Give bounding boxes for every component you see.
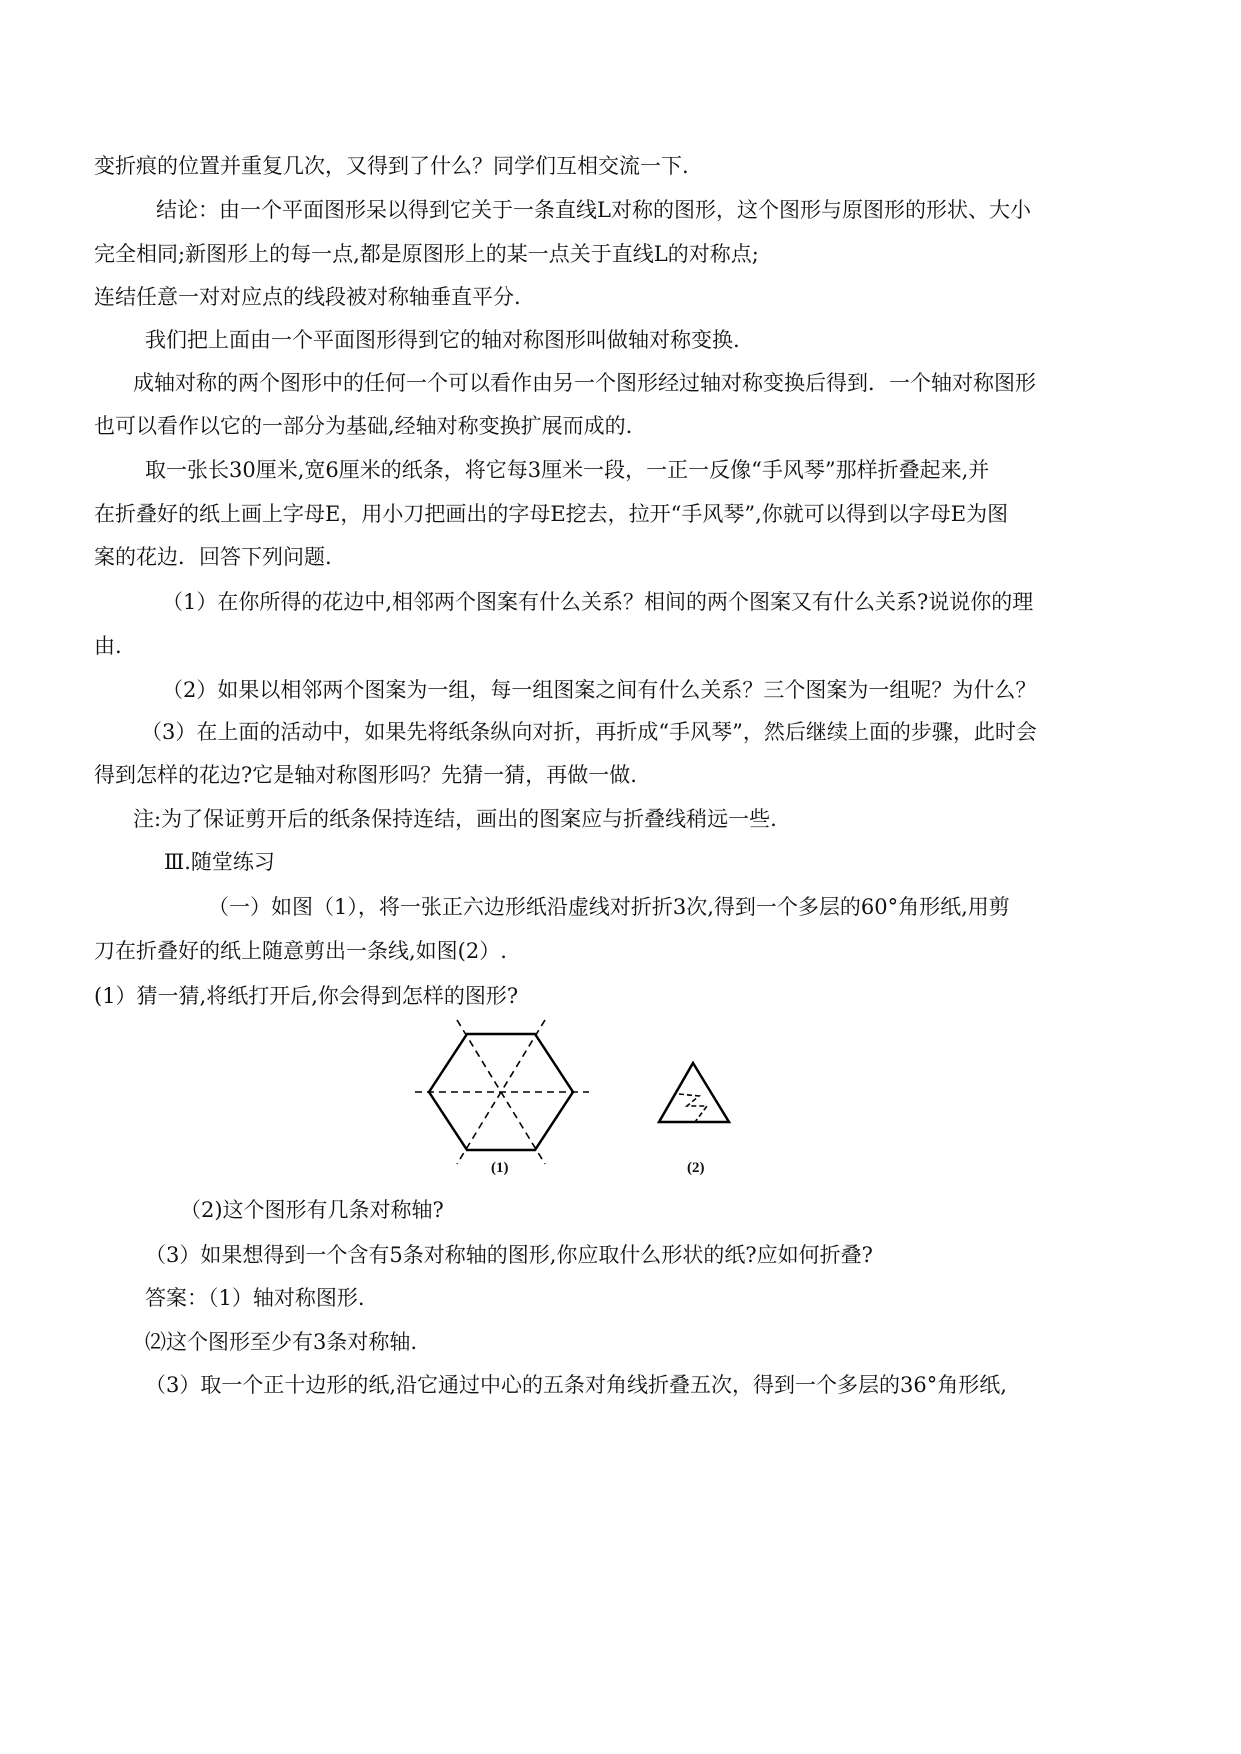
triangle-outline [659,1063,729,1122]
text-line: 我们把上面由一个平面图形得到它的轴对称图形叫做轴对称变换. [145,328,740,352]
cut-line [679,1094,707,1122]
text-line: 结论：由一个平面图形呆以得到它关于一条直线L对称的图形，这个图形与原图形的形状、大小 [156,198,1031,222]
text-line: 注:为了保证剪开后的纸条保持连结，画出的图案应与折叠线稍远一些. [133,807,777,831]
text-line: （1）在你所得的花边中,相邻两个图案有什么关系？相间的两个图案又有什么关系?说说你的理 [162,590,1034,614]
text-line: （3）在上面的活动中，如果先将纸条纵向对折，再折成“手风琴”，然后继续上面的步骤，此时会 [141,720,1037,744]
text-line: 得到怎样的花边?它是轴对称图形吗？先猜一猜，再做一做. [94,763,637,787]
text-line: 连结任意一对对应点的线段被对称轴垂直平分. [94,285,521,309]
text-line: 完全相同;新图形上的每一点,都是原图形上的某一点关于直线L的对称点; [94,242,759,266]
text-line: （3）取一个正十边形的纸,沿它通过中心的五条对角线折叠五次，得到一个多层的36°角形纸, [145,1373,1007,1397]
text-line: 也可以看作以它的一部分为基础,经轴对称变换扩展而成的. [94,414,633,438]
text-line: 变折痕的位置并重复几次，又得到了什么？同学们互相交流一下. [94,154,689,178]
text-line: 答案：（1）轴对称图形. [145,1286,365,1310]
figure-2-triangle [655,1060,735,1130]
text-line: （3）如果想得到一个含有5条对称轴的图形,你应取什么形状的纸?应如何折叠? [145,1243,873,1267]
text-line: Ⅲ.随堂练习 [164,850,275,874]
text-line: (1）猜一猜,将纸打开后,你会得到怎样的图形? [94,984,519,1008]
text-line: 由. [94,634,122,658]
text-line: （一）如图（1），将一张正六边形纸沿虚线对折折3次,得到一个多层的60°角形纸,用剪 [208,895,1010,919]
text-line: 在折叠好的纸上画上字母E，用小刀把画出的字母E挖去，拉开“手风琴”,你就可以得到以字母E为图 [94,502,1009,526]
text-line: 取一张长30厘米,宽6厘米的纸条，将它每3厘米一段，一正一反像“手风琴”那样折叠起来,并 [145,458,990,482]
text-line: （2）如果以相邻两个图案为一组，每一组图案之间有什么关系？三个图案为一组呢？为什么？ [162,678,1037,702]
figure-2-label: (2) [687,1160,705,1176]
text-line: （2)这个图形有几条对称轴? [180,1198,444,1222]
figure-1-label: (1) [491,1160,509,1176]
text-line: 成轴对称的两个图形中的任何一个可以看作由另一个图形经过轴对称变换后得到．一个轴对称图形 [133,371,1036,395]
figure-1-hexagon [413,1018,593,1170]
text-line: 刀在折叠好的纸上随意剪出一条线,如图(2）. [94,939,507,963]
text-line: ⑵这个图形至少有3条对称轴. [145,1330,418,1354]
text-line: 案的花边．回答下列问题. [94,545,332,569]
